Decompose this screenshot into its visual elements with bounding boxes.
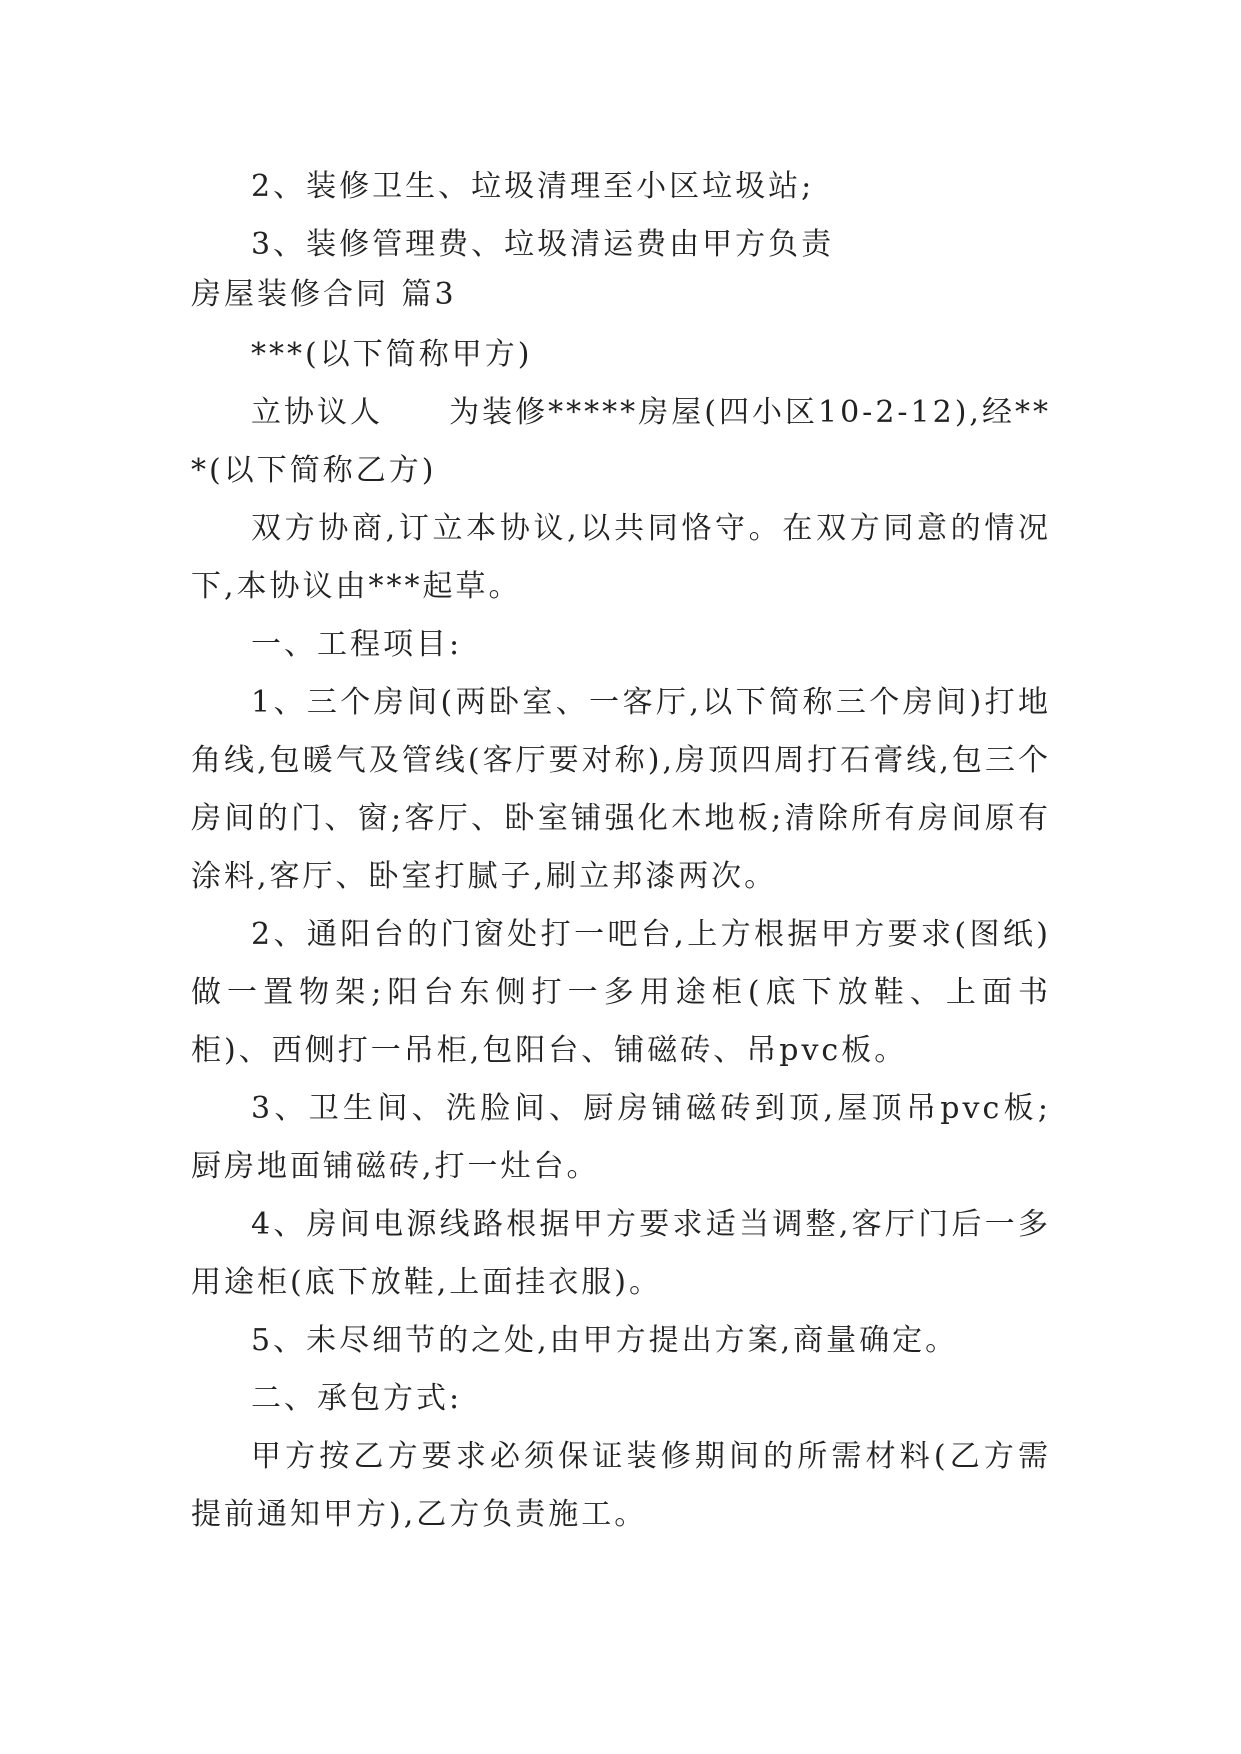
list-item-electrical: 4、房间电源线路根据甲方要求适当调整,客厅门后一多用途柜(底下放鞋,上面挂衣服)。 xyxy=(191,1207,1051,1300)
list-item-rooms: 1、三个房间(两卧室、一客厅,以下简称三个房间)打地角线,包暖气及管线(客厅要对称),房顶四周打石膏线,包三个房间的门、窗;客厅、卧室铺强化木地板;清除所有房间原有涂料,客厅、卧室打腻子,刷立邦漆两次。 xyxy=(191,685,1051,894)
heading-contract-method: 二、承包方式: xyxy=(251,1381,463,1416)
document-body xyxy=(191,158,1051,1544)
paragraph-agreement-parties: 立协议人 为装修*****房屋(四小区10-2-12),经***(以下简称乙方) xyxy=(191,395,1051,488)
paragraph-materials: 甲方按乙方要求必须保证装修期间的所需材料(乙方需提前通知甲方),乙方负责施工。 xyxy=(191,1439,1051,1532)
section-title: 房屋装修合同 篇3 xyxy=(191,277,457,312)
paragraph-party-a: ***(以下简称甲方) xyxy=(251,337,533,372)
paragraph-cleanup: 2、装修卫生、垃圾清理至小区垃圾站; xyxy=(251,169,815,204)
heading-project-items: 一、工程项目: xyxy=(251,627,463,662)
list-item-balcony: 2、通阳台的门窗处打一吧台,上方根据甲方要求(图纸)做一置物架;阳台东侧打一多用途柜(底下放鞋、上面书柜)、西侧打一吊柜,包阳台、铺磁砖、吊pvc板。 xyxy=(191,917,1051,1068)
list-item-details: 5、未尽细节的之处,由甲方提出方案,商量确定。 xyxy=(251,1323,959,1358)
list-item-bathroom-kitchen: 3、卫生间、洗脸间、厨房铺磁砖到顶,屋顶吊pvc板;厨房地面铺磁砖,打一灶台。 xyxy=(191,1091,1051,1184)
paragraph-fees: 3、装修管理费、垃圾清运费由甲方负责 xyxy=(251,227,835,262)
paragraph-negotiation: 双方协商,订立本协议,以共同恪守。在双方同意的情况下,本协议由***起草。 xyxy=(191,511,1051,604)
